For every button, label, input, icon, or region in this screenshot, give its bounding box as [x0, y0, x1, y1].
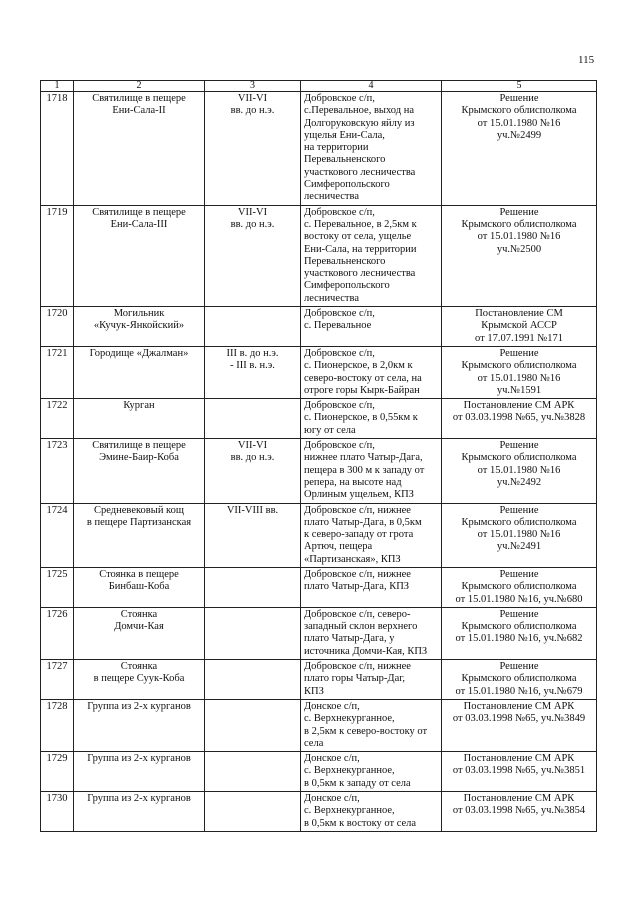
table-row [41, 503, 597, 567]
object-number: 1730 [41, 792, 74, 832]
object-name: Группа из 2-х курганов [74, 699, 205, 751]
table-row [41, 92, 597, 206]
object-number: 1720 [41, 307, 74, 347]
object-date: VII-VIII вв. [205, 503, 301, 567]
object-name: Святилище в пещере Эмине-Баир-Коба [74, 439, 205, 503]
object-location: Добровское с/п, нижнее плато Чатыр-Дага, пещера в 300 м к западу от репера, на высоте над Орлиным ущельем, КПЗ [301, 439, 442, 503]
object-location: Добровское с/п, нижнее плато Чатыр-Дага, в 0,5км к северо-западу от грота Артюч, пещера «Партизанская», КПЗ [301, 503, 442, 567]
object-date [205, 307, 301, 347]
column-header: 3 [205, 81, 301, 92]
object-location: Добровское с/п, нижнее плато горы Чатыр-Даг, КПЗ [301, 660, 442, 700]
object-location: Добровское с/п, с. Пионерское, в 2,0км к северо-востоку от села, на отроге горы Кырк-Байран [301, 346, 442, 398]
table-row [41, 205, 597, 306]
object-date [205, 660, 301, 700]
object-location: Добровское с/п, нижнее плато Чатыр-Дага, КПЗ [301, 567, 442, 607]
protection-document: Постановление СМ АРК от 03.03.1998 №65, уч.№3854 [442, 792, 597, 832]
protection-document: Постановление СМ Крымской АССР от 17.07.1991 №171 [442, 307, 597, 347]
protection-document: Решение Крымского облисполкома от 15.01.1980 №16 уч.№2500 [442, 205, 597, 306]
object-name: Средневековый кощ в пещере Партизанская [74, 503, 205, 567]
object-location: Донское с/п, с. Верхнекурганное, в 0,5км к западу от села [301, 752, 442, 792]
table-row [41, 307, 597, 347]
protection-document: Решение Крымского облисполкома от 15.01.1980 №16, уч.№679 [442, 660, 597, 700]
object-number: 1722 [41, 399, 74, 439]
object-location: Добровское с/п, с.Перевальное, выход на Долгоруковскую яйлу из ущелья Ени-Сала, на территории Перевальненского участкового лесничества Симферопольского лесничества [301, 92, 442, 206]
object-number: 1723 [41, 439, 74, 503]
object-location: Добровское с/п, с. Перевальное, в 2,5км к востоку от села, ущелье Ени-Сала, на территории Перевальненского участкового лесничества Симферопольского лесничества [301, 205, 442, 306]
object-name: Святилище в пещере Ени-Сала-III [74, 205, 205, 306]
object-location: Донское с/п, с. Верхнекурганное, в 2,5км к северо-востоку от села [301, 699, 442, 751]
object-name: Группа из 2-х курганов [74, 752, 205, 792]
column-header: 2 [74, 81, 205, 92]
object-location: Добровское с/п, с. Пионерское, в 0,55км к югу от села [301, 399, 442, 439]
object-number: 1724 [41, 503, 74, 567]
object-number: 1725 [41, 567, 74, 607]
table-row [41, 752, 597, 792]
object-name: Курган [74, 399, 205, 439]
table-row [41, 792, 597, 832]
table-row [41, 346, 597, 398]
object-date [205, 752, 301, 792]
object-number: 1719 [41, 205, 74, 306]
object-number: 1728 [41, 699, 74, 751]
protection-document: Постановление СМ АРК от 03.03.1998 №65, уч.№3849 [442, 699, 597, 751]
protection-document: Решение Крымского облисполкома от 15.01.1980 №16 уч.№1591 [442, 346, 597, 398]
column-header: 5 [442, 81, 597, 92]
object-number: 1726 [41, 607, 74, 659]
object-number: 1718 [41, 92, 74, 206]
object-number: 1721 [41, 346, 74, 398]
object-name: Стоянка в пещере Бинбаш-Коба [74, 567, 205, 607]
object-date [205, 607, 301, 659]
object-date [205, 567, 301, 607]
protection-document: Решение Крымского облисполкома от 15.01.1980 №16 уч.№2492 [442, 439, 597, 503]
object-name: Городище «Джалман» [74, 346, 205, 398]
protection-document: Решение Крымского облисполкома от 15.01.1980 №16, уч.№680 [442, 567, 597, 607]
object-name: Стоянка в пещере Суук-Коба [74, 660, 205, 700]
object-date: III в. до н.э. - III в. н.э. [205, 346, 301, 398]
table-row [41, 660, 597, 700]
object-name: Святилище в пещере Ени-Сала-II [74, 92, 205, 206]
table-row [41, 607, 597, 659]
object-location: Добровское с/п, с. Перевальное [301, 307, 442, 347]
heritage-register-table [40, 80, 597, 832]
object-date [205, 699, 301, 751]
object-number: 1727 [41, 660, 74, 700]
object-date: VII-VI вв. до н.э. [205, 439, 301, 503]
protection-document: Решение Крымского облисполкома от 15.01.1980 №16, уч.№682 [442, 607, 597, 659]
object-location: Донское с/п, с. Верхнекурганное, в 0,5км к востоку от села [301, 792, 442, 832]
object-name: Стоянка Домчи-Кая [74, 607, 205, 659]
object-date [205, 399, 301, 439]
protection-document: Решение Крымского облисполкома от 15.01.1980 №16 уч.№2491 [442, 503, 597, 567]
object-name: Могильник «Кучук-Янкойский» [74, 307, 205, 347]
object-location: Добровское с/п, северо- западный склон верхнего плато Чатыр-Дага, у источника Домчи-Кая, КПЗ [301, 607, 442, 659]
column-header: 1 [41, 81, 74, 92]
page-number: 115 [578, 54, 595, 66]
object-date: VII-VI вв. до н.э. [205, 92, 301, 206]
table-row [41, 399, 597, 439]
object-name: Группа из 2-х курганов [74, 792, 205, 832]
table-header-row [41, 81, 597, 92]
column-header: 4 [301, 81, 442, 92]
protection-document: Постановление СМ АРК от 03.03.1998 №65, уч.№3828 [442, 399, 597, 439]
object-number: 1729 [41, 752, 74, 792]
object-date: VII-VI вв. до н.э. [205, 205, 301, 306]
table-row [41, 699, 597, 751]
table-row [41, 439, 597, 503]
object-date [205, 792, 301, 832]
protection-document: Решение Крымского облисполкома от 15.01.1980 №16 уч.№2499 [442, 92, 597, 206]
protection-document: Постановление СМ АРК от 03.03.1998 №65, уч.№3851 [442, 752, 597, 792]
table-row [41, 567, 597, 607]
